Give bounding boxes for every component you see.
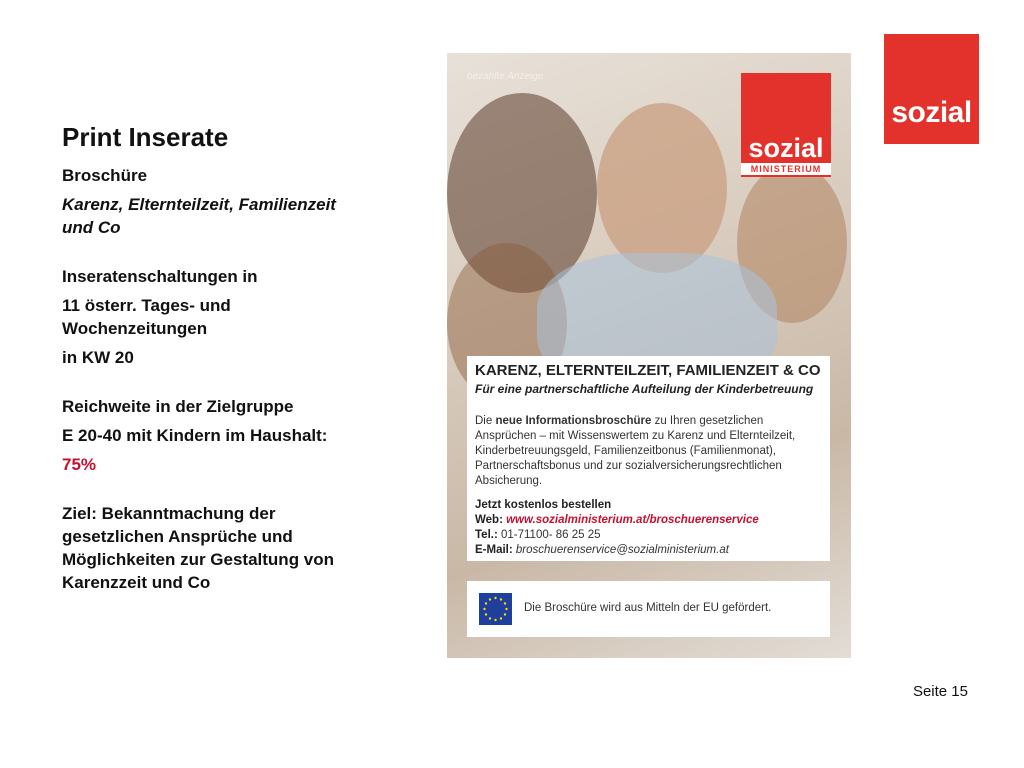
broschure-label: Broschüre: [62, 166, 148, 185]
ad-logo: [741, 73, 831, 177]
ad-web-link[interactable]: www.sozialministerium.at/broschuerenservice: [506, 514, 759, 526]
ad-tel-label: Tel.:: [475, 529, 498, 541]
reach-value: 75%: [62, 455, 97, 474]
ad-mail-value[interactable]: broschuerenservice@sozialministerium.at: [515, 544, 729, 556]
inserat-line-1: Inseratenschaltungen in: [62, 267, 258, 286]
ad-headline: KARENZ, ELTERNTEILZEIT, FAMILIENZEIT & CO: [475, 362, 821, 379]
eu-funding-text: Die Broschüre wird aus Mitteln der EU gefördert.: [524, 602, 772, 614]
ad-web-label: Web:: [475, 514, 503, 526]
ad-tel-value: 01-71100- 86 25 25: [501, 529, 601, 541]
ad-body-prefix: Die: [475, 415, 496, 427]
ad-info-box: [467, 356, 830, 561]
broschure-title: Karenz, Elternteilzeit, Familienzeit und Co: [62, 195, 336, 237]
slide-title: Print Inserate: [62, 122, 229, 152]
ad-body-rest: zu Ihren gesetzlichen Ansprüchen – mit Wissenswertem zu Karenz und Elternteilzeit, Kinderbetreuungsgeld, Familienzeitbonus (Familienmonat), Partnerschaftsbonus und zur sozialversicherungsrechtlichen Absicherung.: [475, 415, 796, 487]
reach-line-1: Reichweite in der Zielgruppe: [62, 397, 294, 416]
paid-ad-label: bezahlte Anzeige: [467, 71, 544, 82]
sozialministerium-logo: [884, 34, 979, 144]
ad-body-bold: neue Informationsbroschüre: [495, 415, 652, 427]
eu-flag-icon: [479, 593, 512, 625]
eu-funding-box: [467, 581, 830, 637]
logo-subtitle: MINISTERIUM: [889, 132, 974, 144]
reach-line-2: E 20-40 mit Kindern im Haushalt:: [62, 426, 328, 445]
ad-logo-subtitle: MINISTERIUM: [741, 163, 831, 175]
goal-text: Ziel: Bekanntmachung der gesetzlichen Ansprüche und Möglichkeiten zur Gestaltung von Karenzzeit und Co: [62, 504, 335, 592]
slide-text-column: [62, 120, 362, 600]
ad-body: [475, 414, 820, 489]
ad-subheadline: Für eine partnerschaftliche Aufteilung der Kinderbetreuung: [475, 382, 814, 396]
ad-mail-label: E-Mail:: [475, 544, 513, 556]
inserat-line-2: 11 österr. Tages- und Wochenzeitungen: [62, 296, 231, 338]
ad-cta: Jetzt kostenlos bestellen: [475, 499, 612, 511]
inserat-line-3: in KW 20: [62, 348, 134, 367]
ad-contact: [475, 498, 759, 558]
family-photo-shape: [597, 103, 727, 273]
logo-word: sozial: [891, 96, 972, 129]
ad-logo-word: sozial: [748, 133, 824, 163]
page-number: Seite 15: [912, 683, 968, 700]
print-ad-image: [447, 53, 851, 658]
